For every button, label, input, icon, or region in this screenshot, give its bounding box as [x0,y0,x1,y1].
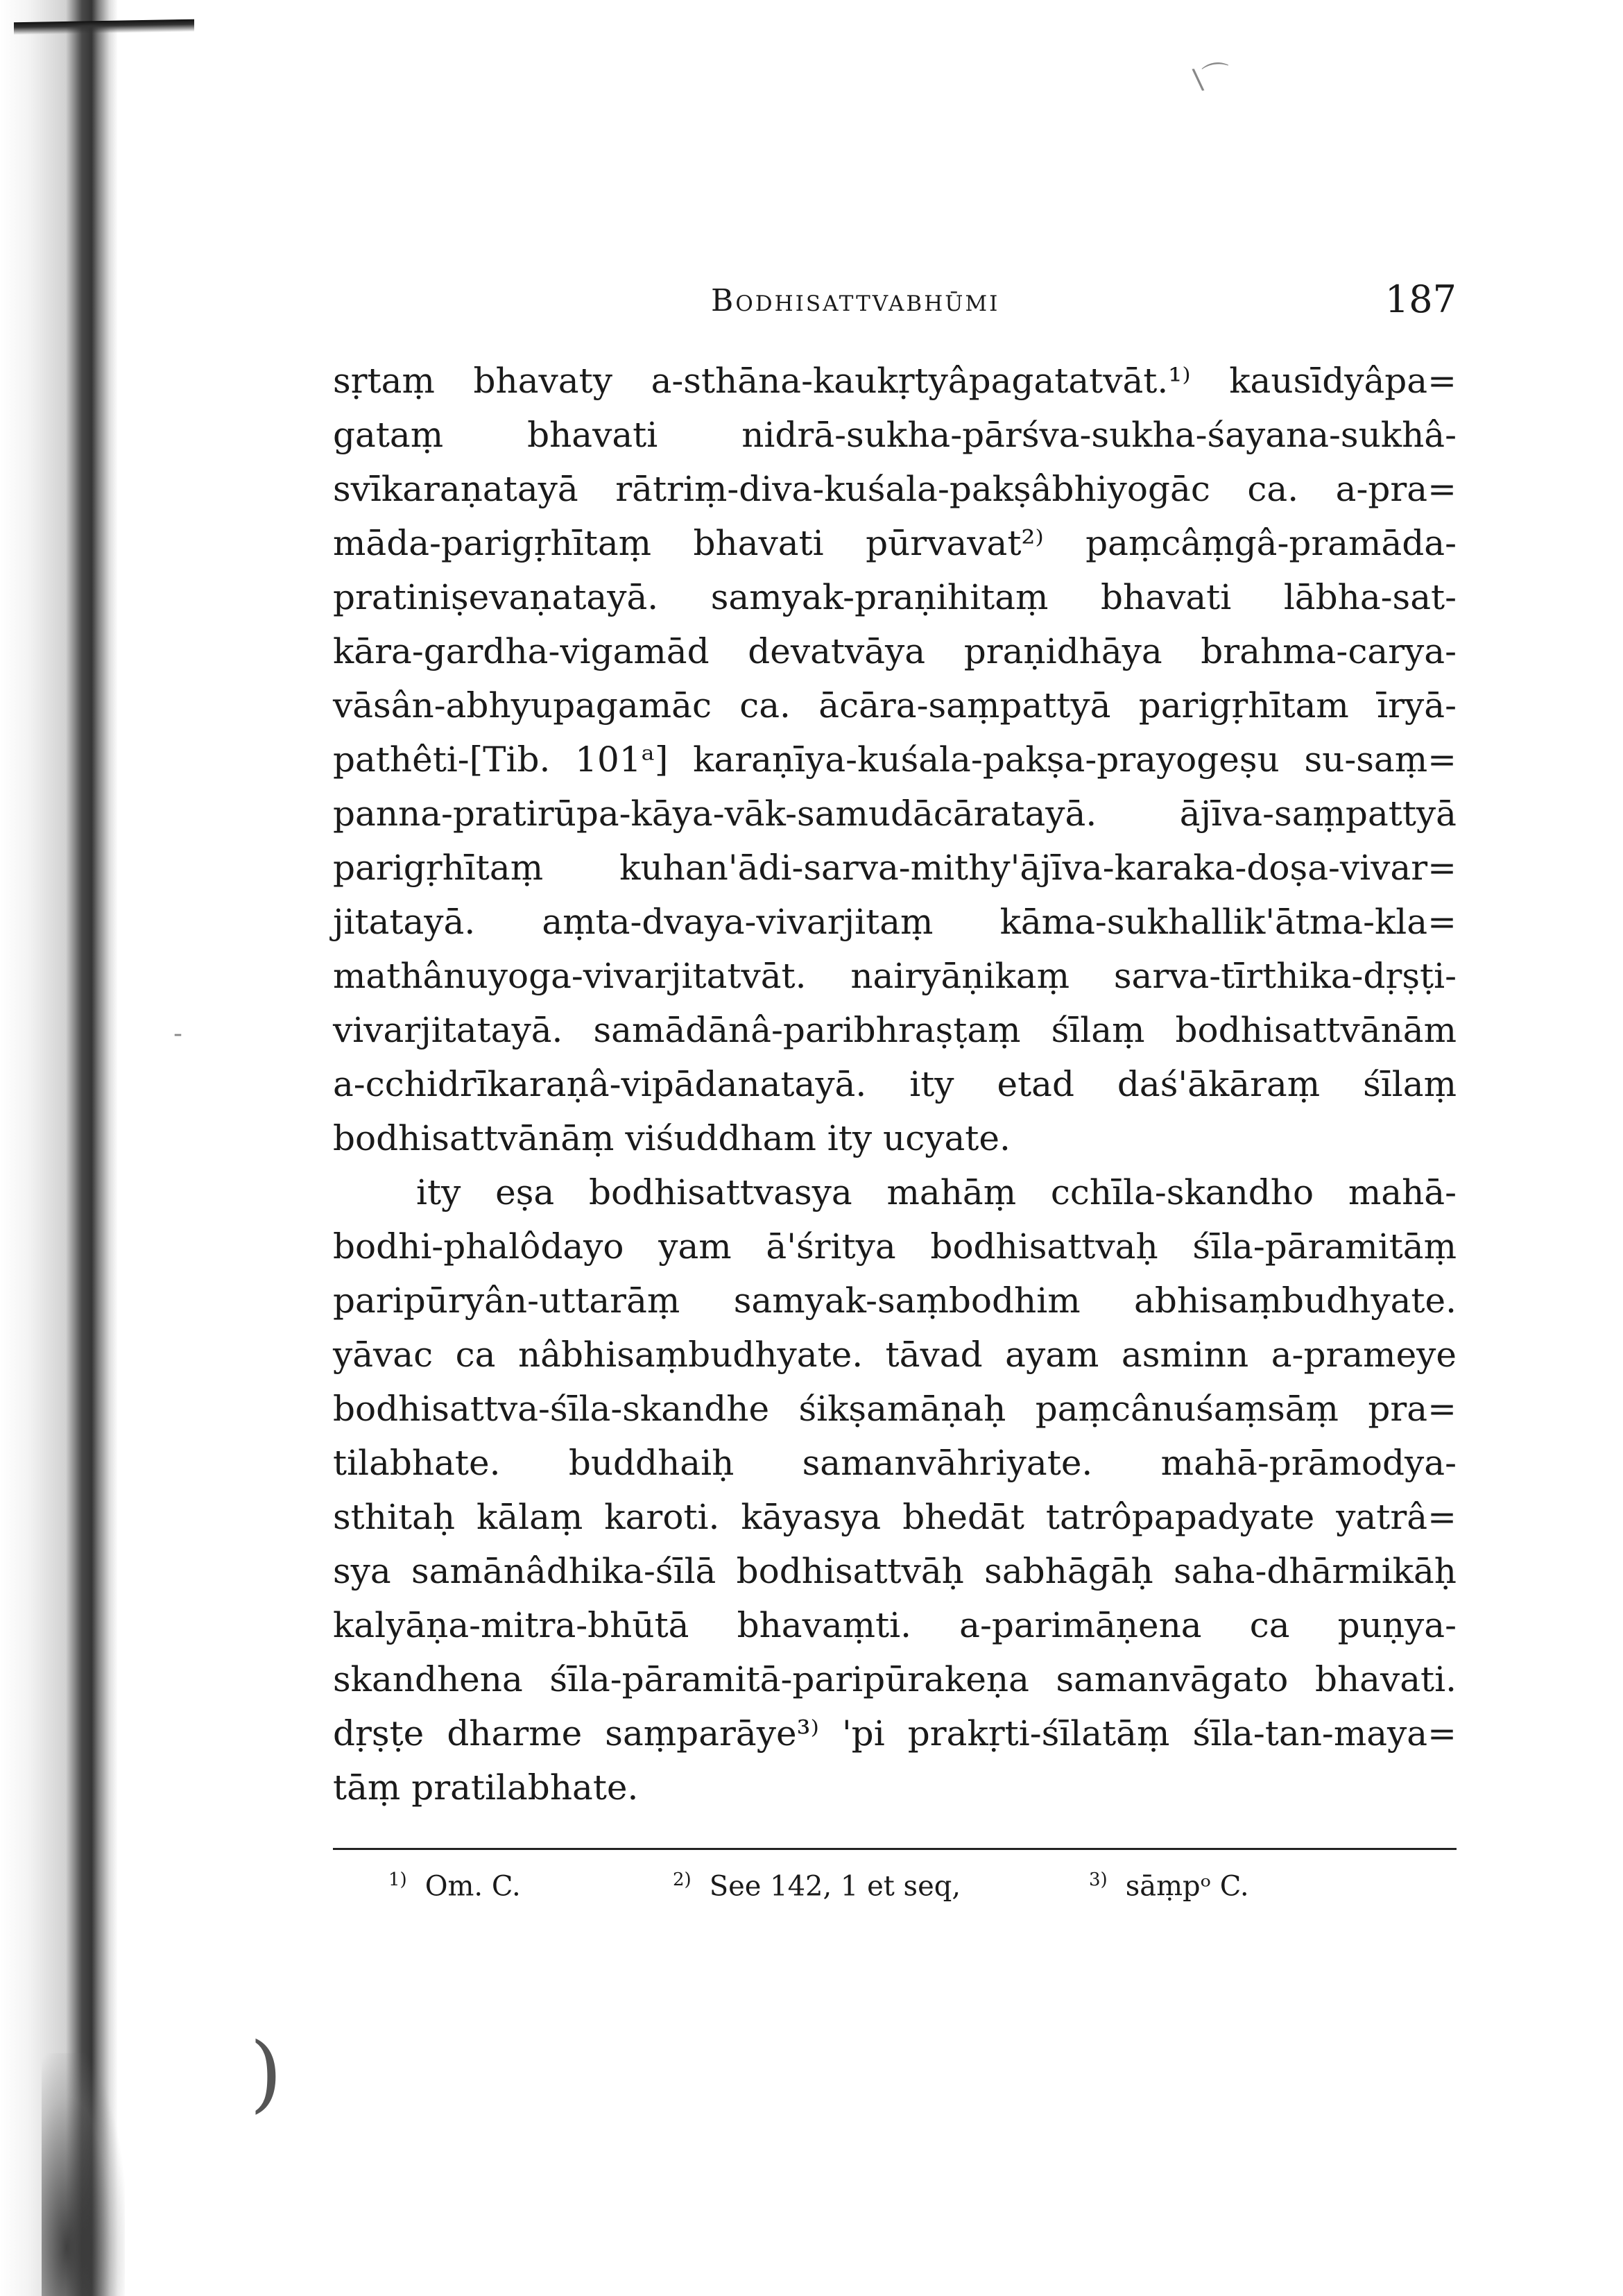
footnote-marker: 1) [388,1869,407,1890]
text-line: ity eṣa bodhisattvasya mahāṃ cchīla-skandho mahā- [416,1172,1457,1213]
margin-mark-left: - [173,1020,182,1048]
text-line: mathânuyoga-vivarjitatvāt. nairyāṇikaṃ sarva-tīrthika-dṛṣṭi- [333,956,1457,996]
text-line: paripūryân-uttarāṃ samyak-saṃbodhim abhisaṃbudhyate. [333,1280,1457,1321]
footnote-3 [1089,1869,1249,1902]
margin-mark-top: \⌒ [1191,59,1233,96]
footnote-marker: 3) [1089,1869,1108,1890]
text-line: bodhisattvānāṃ viśuddham ity ucyate. [333,1118,1011,1158]
text-line: pathêti-[Tib. 101ᵃ] karaṇīya-kuśala-pakṣa-prayogeṣu su-saṃ= [333,739,1457,780]
text-line: yāvac ca nâbhisaṃbudhyate. tāvad ayam asminn a-prameye [333,1335,1457,1375]
text-line: kāra-gardha-vigamād devatvāya praṇidhāya brahma-carya- [333,631,1457,671]
footnote-1 [388,1869,521,1902]
margin-mark-bottom: ) [250,2025,282,2122]
text-line: a-cchidrīkaraṇâ-vipādanatayā. ity etad daś'ākāraṃ śīlaṃ [333,1064,1457,1104]
book-spine-shadow [0,0,118,2296]
text-line: pratiniṣevaṇatayā. samyak-praṇihitaṃ bhavati lābha-sat- [333,577,1457,617]
text-line: tilabhate. buddhaiḥ samanvāhriyate. mahā-prāmodya- [333,1443,1457,1483]
page-header [333,277,1457,340]
text-line: svīkaraṇatayā rātriṃ-diva-kuśala-pakṣâbhiyogāc ca. a-pra= [333,469,1457,509]
text-line: sthitaḥ kālaṃ karoti. kāyasya bhedāt tatrôpapadyate yatrâ= [333,1497,1457,1537]
text-line: tāṃ pratilabhate. [333,1767,639,1808]
paragraph-2 [333,1165,1457,1815]
text-line: bodhi-phalôdayo yam ā'śritya bodhisattvaḥ śīla-pāramitāṃ [333,1226,1457,1267]
binding-edge-bottom [42,2053,125,2296]
text-line: panna-pratirūpa-kāya-vāk-samudācāratayā. ājīva-saṃpattyā [333,794,1457,834]
text-line: skandhena śīla-pāramitā-paripūrakeṇa samanvāgato bhavati. [333,1659,1457,1699]
running-title: Bodhisattvabhūmi [711,283,1000,318]
footnote-text: Om. C. [424,1870,521,1903]
text-line: kalyāṇa-mitra-bhūtā bhavaṃti. a-parimāṇena ca puṇya- [333,1605,1457,1645]
text-line: bodhisattva-śīla-skandhe śikṣamāṇaḥ paṃcânuśaṃsāṃ pra= [333,1389,1457,1429]
page-number: 187 [1384,277,1457,321]
paragraph-1 [333,354,1457,1165]
footnote-marker: 2) [673,1869,692,1890]
body-text [333,354,1457,1815]
text-line: jitatayā. aṃta-dvaya-vivarjitaṃ kāma-sukhallik'ātma-kla= [333,902,1457,942]
text-line: māda-parigṛhītaṃ bhavati pūrvavat²⁾ paṃcâṃgâ-pramāda- [333,523,1457,563]
footnote-text: See 142, 1 et seq, [709,1870,961,1903]
book-page [333,277,1457,1918]
binding-edge-top [14,19,194,35]
text-line: parigṛhītaṃ kuhan'ādi-sarva-mithy'ājīva-karaka-doṣa-vivar= [333,848,1457,888]
text-line: sṛtaṃ bhavaty a-sthāna-kaukṛtyâpagatatvāt.¹⁾ kausīdyâpa= [333,361,1457,401]
footnote-2 [673,1869,961,1902]
text-line: sya samānâdhika-śīlā bodhisattvāḥ sabhāgāḥ saha-dhārmikāḥ [333,1551,1457,1591]
text-line: gataṃ bhavati nidrā-sukha-pārśva-sukha-śayana-sukhâ- [333,415,1457,455]
text-line: vivarjitatayā. samādānâ-paribhraṣṭaṃ śīlaṃ bodhisattvānām [333,1010,1457,1050]
text-line: dṛṣṭe dharme saṃparāye³⁾ 'pi prakṛti-śīlatāṃ śīla-tan-maya= [333,1713,1457,1754]
text-line: vāsân-abhyupagamāc ca. ācāra-saṃpattyā parigṛhītam īryā- [333,685,1457,726]
footnotes [333,1862,1457,1918]
footnote-divider [333,1848,1457,1850]
footnote-text: sāṃpᵒ C. [1125,1870,1249,1903]
